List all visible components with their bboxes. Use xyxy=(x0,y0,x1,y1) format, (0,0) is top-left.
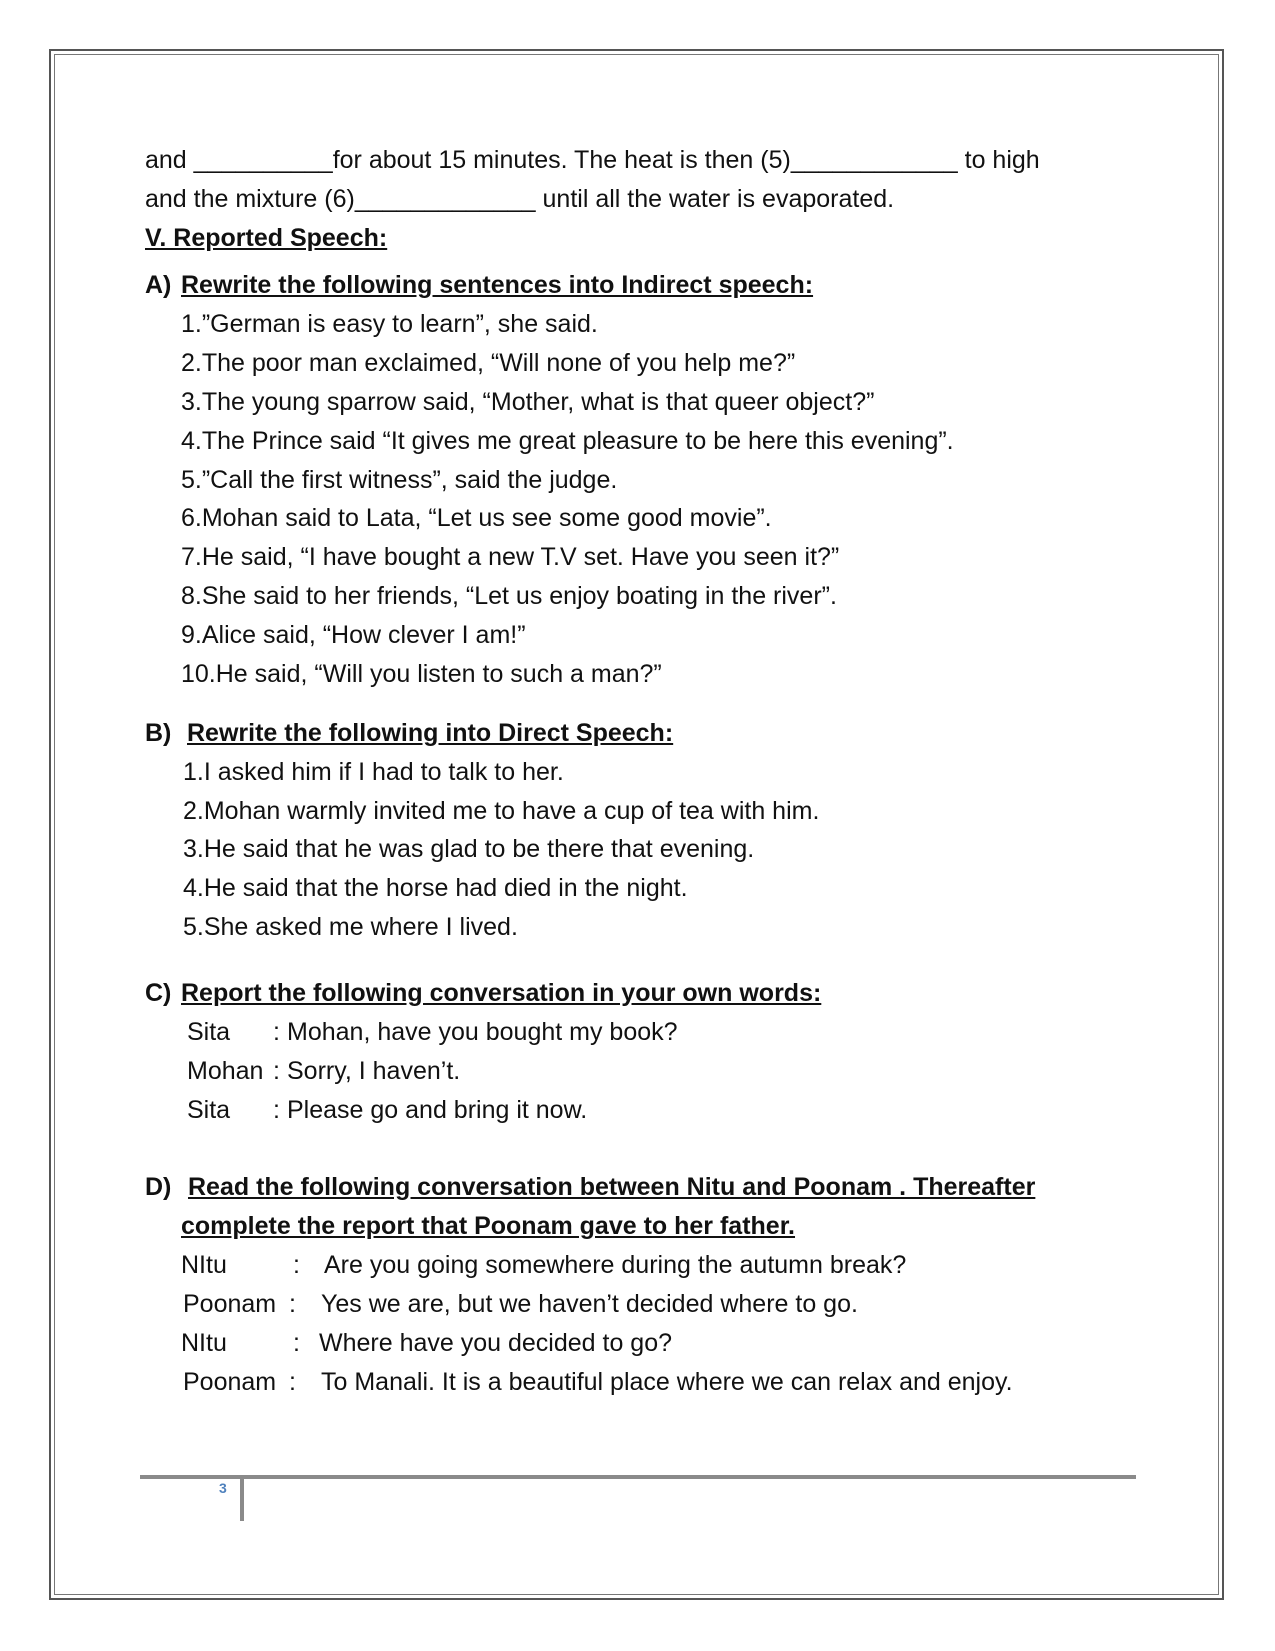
dialogue-separator: : xyxy=(293,1251,300,1279)
list-item: 5.”Call the first witness”, said the judge. xyxy=(181,466,618,494)
dialogue-speaker: Sita xyxy=(187,1096,231,1124)
dialogue-separator: : xyxy=(289,1290,296,1318)
dialogue-speaker: NItu xyxy=(181,1329,227,1357)
list-item: 2.The poor man exclaimed, “Will none of you help me?” xyxy=(181,349,796,377)
list-item: 8.She said to her friends, “Let us enjoy boating in the river”. xyxy=(181,582,837,610)
dialogue-separator: : xyxy=(273,1018,280,1046)
list-item: 3.He said that he was glad to be there that evening. xyxy=(183,835,755,863)
list-item: 1.”German is easy to learn”, she said. xyxy=(181,310,598,338)
footer-rule xyxy=(140,1475,1136,1479)
list-item: 6.Mohan said to Lata, “Let us see some good movie”. xyxy=(181,504,772,532)
list-item: 10.He said, “Will you listen to such a man?” xyxy=(181,660,662,688)
page-number: 3 xyxy=(219,1480,227,1496)
part-a-marker: A) xyxy=(145,271,172,299)
dialogue-speaker: Poonam xyxy=(183,1290,277,1318)
dialogue-speaker: Mohan xyxy=(187,1057,264,1085)
fill-in-line-2: and the mixture (6)_____________ until all the water is evaporated. xyxy=(145,185,895,213)
list-item: 9.Alice said, “How clever I am!” xyxy=(181,621,526,649)
dialogue-separator: : xyxy=(273,1057,280,1085)
dialogue-line: To Manali. It is a beautiful place where we can relax and enjoy. xyxy=(321,1368,1013,1396)
part-d-heading-line-1: Read the following conversation between Nitu and Poonam . Thereafter xyxy=(188,1173,1036,1201)
dialogue-separator: : xyxy=(273,1096,280,1124)
dialogue-line: Please go and bring it now. xyxy=(287,1096,588,1124)
list-item: 4.The Prince said “It gives me great pleasure to be here this evening”. xyxy=(181,427,954,455)
list-item: 7.He said, “I have bought a new T.V set. Have you seen it?” xyxy=(181,543,840,571)
dialogue-line: Where have you decided to go? xyxy=(319,1329,673,1357)
list-item: 5.She asked me where I lived. xyxy=(183,913,518,941)
part-c-marker: C) xyxy=(145,979,172,1007)
section-title: V. Reported Speech: xyxy=(145,224,388,252)
dialogue-line: Yes we are, but we haven’t decided where to go. xyxy=(321,1290,858,1318)
footer-divider xyxy=(240,1479,244,1521)
list-item: 2.Mohan warmly invited me to have a cup of tea with him. xyxy=(183,797,820,825)
list-item: 3.The young sparrow said, “Mother, what is that queer object?” xyxy=(181,388,875,416)
fill-in-line-1: and __________for about 15 minutes. The heat is then (5)____________ to high xyxy=(145,146,1040,174)
dialogue-speaker: Sita xyxy=(187,1018,231,1046)
part-b-heading: Rewrite the following into Direct Speech: xyxy=(187,719,674,747)
list-item: 4.He said that the horse had died in the night. xyxy=(183,874,688,902)
part-b-marker: B) xyxy=(145,719,172,747)
dialogue-separator: : xyxy=(289,1368,296,1396)
dialogue-speaker: NItu xyxy=(181,1251,227,1279)
dialogue-separator: : xyxy=(293,1329,300,1357)
dialogue-line: Sorry, I haven’t. xyxy=(287,1057,461,1085)
list-item: 1.I asked him if I had to talk to her. xyxy=(183,758,564,786)
part-d-heading-line-2: complete the report that Poonam gave to her father. xyxy=(181,1212,796,1240)
dialogue-line: Are you going somewhere during the autumn break? xyxy=(324,1251,907,1279)
part-d-marker: D) xyxy=(145,1173,172,1201)
part-c-heading: Report the following conversation in your own words: xyxy=(181,979,822,1007)
dialogue-speaker: Poonam xyxy=(183,1368,277,1396)
part-a-heading: Rewrite the following sentences into Indirect speech: xyxy=(181,271,814,299)
dialogue-line: Mohan, have you bought my book? xyxy=(287,1018,678,1046)
